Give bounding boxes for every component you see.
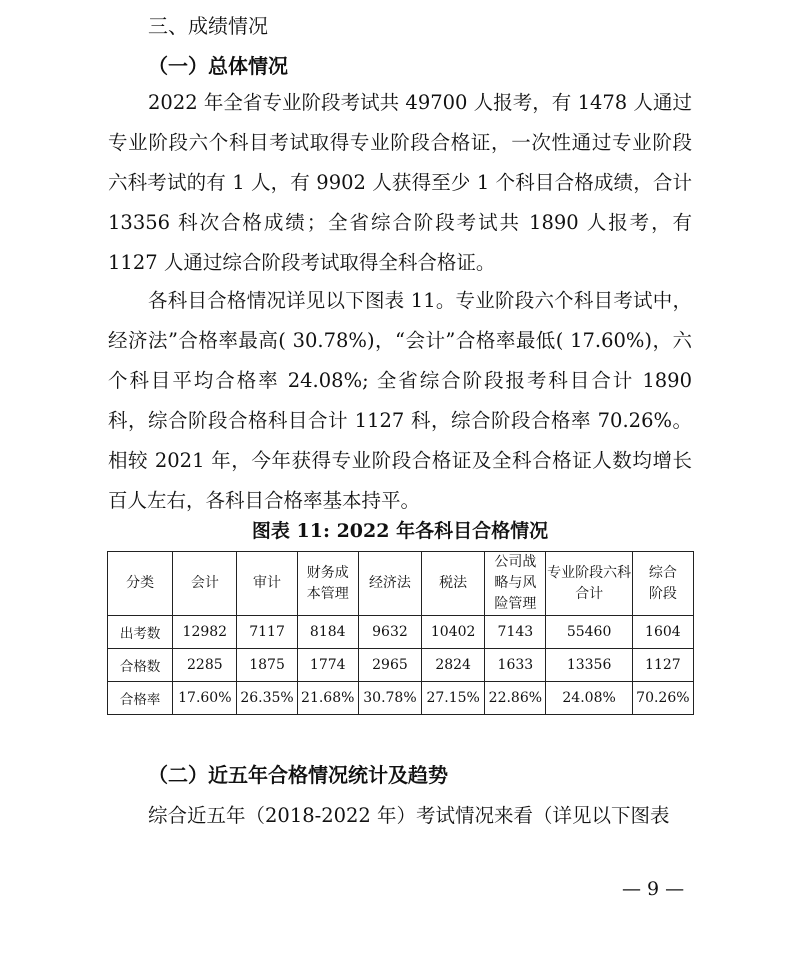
table-cell: 13356 [546, 649, 632, 682]
table-cell: 9632 [358, 616, 421, 649]
table-row-pass-rate [108, 682, 694, 715]
header-tax-law: 税法 [422, 552, 485, 616]
table-cell: 1127 [632, 649, 693, 682]
table-cell: 7117 [237, 616, 297, 649]
row-label: 出考数 [108, 616, 173, 649]
subsection-heading-overall: （一）总体情况 [148, 54, 288, 78]
table-cell: 21.68% [297, 682, 358, 715]
table-row-exam-takers [108, 616, 694, 649]
table-cell: 7143 [485, 616, 546, 649]
table-cell: 8184 [297, 616, 358, 649]
table-cell: 27.15% [422, 682, 485, 715]
header-economic-law: 经济法 [358, 552, 421, 616]
table-cell: 2285 [173, 649, 237, 682]
table-cell: 1633 [485, 649, 546, 682]
table-row-passed [108, 649, 694, 682]
table-cell: 2824 [422, 649, 485, 682]
header-audit: 审计 [237, 552, 297, 616]
header-corporate-strategy-risk: 公司战略与风险管理 [485, 552, 546, 616]
row-label: 合格数 [108, 649, 173, 682]
header-financial-cost-management: 财务成本管理 [297, 552, 358, 616]
table-cell: 70.26% [632, 682, 693, 715]
table-cell: 1875 [237, 649, 297, 682]
header-professional-total: 专业阶段六科合计 [546, 552, 632, 616]
table-caption: 图表 11: 2022 年各科目合格情况 [251, 520, 549, 542]
header-accounting: 会计 [173, 552, 237, 616]
section-heading: 三、成绩情况 [148, 14, 268, 38]
subsection-heading-five-year: （二）近五年合格情况统计及趋势 [148, 763, 448, 787]
table-header-row [108, 552, 694, 616]
table-cell: 22.86% [485, 682, 546, 715]
paragraph-overall-summary: 2022 年全省专业阶段考试共 49700 人报考，有 1478 人通过专业阶段六个科目考试取得专业阶段合格证，一次性通过专业阶段六科考试的有 1 人，有 9902 人获得至少 1 个科目合格成绩，合计 13356 科次合格成绩；全省综合阶段考试共 1890 人报考，有 1127 人通过综合阶段考试取得全科合格证。 [108, 91, 692, 274]
table-cell: 17.60% [173, 682, 237, 715]
table-cell: 1604 [632, 616, 693, 649]
paragraph-five-year-intro: 综合近五年（2018-2022 年）考试情况来看（详见以下图表 [148, 804, 670, 827]
row-label: 合格率 [108, 682, 173, 715]
table-cell: 26.35% [237, 682, 297, 715]
pass-rate-table [107, 551, 694, 715]
page-number: — 9 — [622, 878, 685, 900]
paragraph-subject-pass-rates: 各科目合格情况详见以下图表 11。专业阶段六个科目考试中，经济法”合格率最高( 30.78%)，“会计”合格率最低( 17.60%)，六个科目平均合格率 24.08%; 全省综合阶段报考科目合计 1890 科，综合阶段合格科目合计 1127 科，综合阶段合格率 70.26%。相较 2021 年，今年获得专业阶段合格证及全科合格证人数均增长百人左右，各科目合格率基本持平。 [108, 289, 692, 512]
table-cell: 2965 [358, 649, 421, 682]
table-cell: 10402 [422, 616, 485, 649]
header-comprehensive-stage: 综合阶段 [632, 552, 693, 616]
table-cell: 30.78% [358, 682, 421, 715]
table-cell: 1774 [297, 649, 358, 682]
table-cell: 12982 [173, 616, 237, 649]
table-cell: 55460 [546, 616, 632, 649]
table-cell: 24.08% [546, 682, 632, 715]
header-category: 分类 [108, 552, 173, 616]
